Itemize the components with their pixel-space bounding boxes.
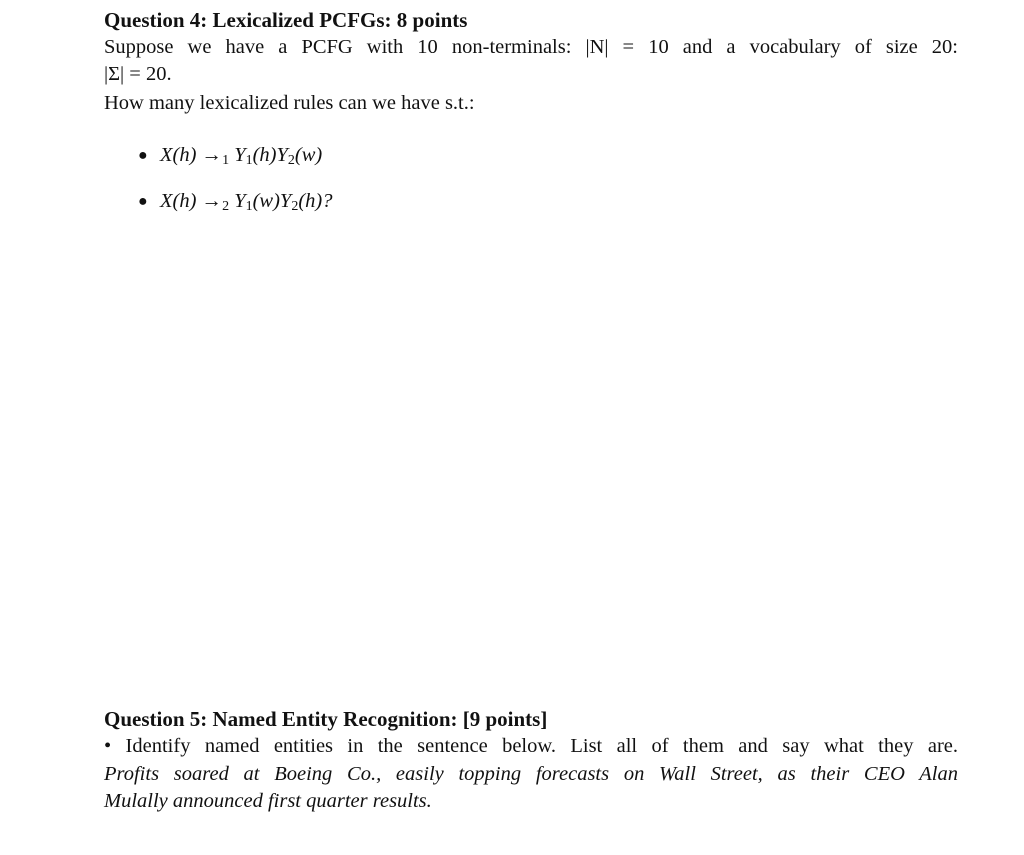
rule-1-formula: $X(h) \to_1$ $Y_1(h)Y_2(w)$ bbox=[160, 144, 323, 168]
question-5-sentence-line-2: Mulally announced first quarter results. bbox=[104, 790, 432, 812]
question-4-title: Question 4: Lexicalized PCFGs: 8 points bbox=[104, 8, 468, 32]
question-5-sentence-line-1: Profits soared at Boeing Co., easily topping forecasts on Wall Street, as their CEO Alan bbox=[104, 763, 958, 785]
question-4-text-line-2: |Σ| = 20. bbox=[104, 63, 172, 85]
question-5-instruction: • Identify named entities in the sentence below. List all of them and say what they are. bbox=[104, 735, 958, 757]
bullet-icon: ● bbox=[138, 147, 148, 164]
rule-2-formula: $X(h) \to_2$ $Y_1(w)Y_2(h)$? bbox=[160, 190, 333, 214]
bullet-icon: ● bbox=[138, 193, 148, 210]
question-4-text-line-3: How many lexicalized rules can we have s.t.: bbox=[104, 92, 475, 114]
question-5-title: Question 5: Named Entity Recognition: [9 points] bbox=[104, 707, 548, 731]
rule-bullet-2 bbox=[138, 188, 332, 215]
rule-bullet-1 bbox=[138, 142, 322, 169]
question-4-text-line-1: Suppose we have a PCFG with 10 non-terminals: |N| = 10 and a vocabulary of size 20: bbox=[104, 36, 958, 58]
